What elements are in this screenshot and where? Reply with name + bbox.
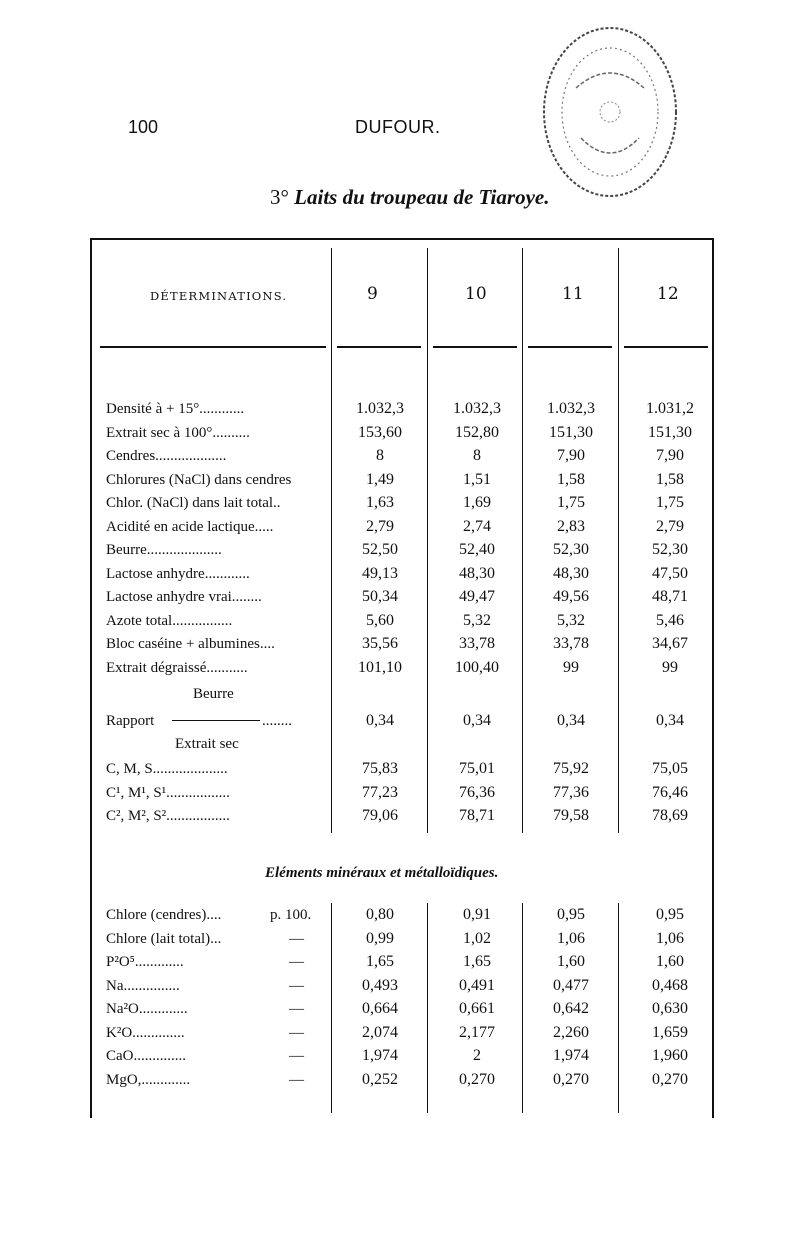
- table-cell: 0,34: [366, 712, 394, 729]
- table-cell: 0,270: [553, 1070, 589, 1088]
- row-unit: —: [289, 954, 304, 970]
- table-cell: 2,074: [362, 1023, 398, 1041]
- title-prefix: 3°: [270, 185, 289, 209]
- table-cell: 1,60: [557, 953, 585, 970]
- table-cell: 35,56: [362, 635, 398, 652]
- column-header: 11: [562, 284, 584, 304]
- table-cell: 78,69: [652, 807, 688, 824]
- table-cell: 1,06: [557, 929, 585, 947]
- row-label: K²O..............: [106, 1024, 185, 1041]
- table-cell: 33,78: [553, 635, 589, 652]
- table-row: [0, 975, 800, 997]
- table-row: [0, 1022, 800, 1044]
- header-rule: [624, 346, 708, 348]
- table-cell: 1.032,3: [547, 400, 595, 417]
- table-cell: 0,270: [459, 1070, 495, 1088]
- table-cell: 101,10: [358, 658, 402, 676]
- table-row: [0, 492, 800, 514]
- table-cell: 49,47: [459, 588, 495, 605]
- row-label: Beurre....................: [106, 542, 222, 558]
- table-cell: 100,40: [455, 658, 499, 676]
- table-cell: 151,30: [549, 423, 593, 441]
- table-row: [0, 586, 800, 608]
- table-cell: 79,58: [553, 807, 589, 824]
- table-cell: 1.031,2: [646, 400, 694, 417]
- row-label: C¹, M¹, S¹.................: [106, 784, 230, 801]
- column-header: 9: [367, 284, 378, 304]
- table-cell: 1,974: [362, 1047, 398, 1064]
- table-cell: 1,58: [557, 470, 585, 488]
- row-label: Chlore (cendres)....: [106, 907, 222, 923]
- table-cell: 52,50: [362, 541, 398, 558]
- row-unit: —: [289, 977, 304, 994]
- title-text: Laits du troupeau de Tiaroye.: [294, 185, 550, 209]
- running-head: DUFOUR.: [355, 117, 441, 137]
- table-cell: 99: [662, 658, 678, 676]
- table-cell: 76,36: [459, 783, 495, 801]
- table-cell: 5,32: [463, 611, 491, 629]
- table-cell: 1.032,3: [356, 400, 404, 417]
- table-row: [0, 928, 800, 950]
- table-cell: 0,468: [652, 976, 688, 994]
- table-row: [0, 1045, 800, 1067]
- table-cell: 2,260: [553, 1023, 589, 1041]
- table-cell: 2: [473, 1047, 481, 1064]
- section-title: Eléments minéraux et métalloïdiques.: [265, 865, 499, 881]
- row-label: Chlore (lait total)...: [106, 930, 222, 947]
- table-cell: 0,99: [366, 929, 394, 947]
- table-row: [0, 445, 800, 467]
- row-label: Extrait dégraissé...........: [106, 659, 248, 676]
- table-cell: 52,30: [553, 541, 589, 558]
- table-row: [0, 951, 800, 973]
- table-cell: 0,34: [656, 712, 684, 729]
- table-cell: 2,83: [557, 517, 585, 535]
- table-row: [0, 904, 800, 926]
- table-cell: 77,36: [553, 783, 589, 801]
- table-cell: 49,13: [362, 564, 398, 582]
- row-label: Acidité en acide lactique.....: [106, 518, 274, 535]
- table-cell: 52,30: [652, 541, 688, 558]
- table-cell: 152,80: [455, 423, 499, 441]
- table-cell: 1,75: [557, 494, 585, 511]
- table-cell: 151,30: [648, 423, 692, 441]
- table-row: [0, 998, 800, 1020]
- table-cell: 76,46: [652, 783, 688, 801]
- table-cell: 2,177: [459, 1023, 495, 1041]
- table-cell: 5,32: [557, 611, 585, 629]
- ratio-fraction-bar: [172, 720, 260, 721]
- row-label: Na²O.............: [106, 1001, 188, 1017]
- table-cell: 2,79: [366, 517, 394, 535]
- table-cell: 1,69: [463, 494, 491, 511]
- table-row: [0, 516, 800, 538]
- table-cell: 33,78: [459, 635, 495, 652]
- table-cell: 0,91: [463, 906, 491, 923]
- row-label: Azote total................: [106, 612, 233, 629]
- table-cell: 0,95: [557, 906, 585, 923]
- table-cell: 49,56: [553, 588, 589, 605]
- table-cell: 1,58: [656, 470, 684, 488]
- library-stamp: [536, 18, 684, 206]
- row-unit: —: [289, 1001, 304, 1017]
- row-label: C², M², S².................: [106, 808, 230, 824]
- table-cell: 47,50: [652, 564, 688, 582]
- table-cell: 75,01: [459, 760, 495, 777]
- table-cell: 5,60: [366, 611, 394, 629]
- table-cell: 1,75: [656, 494, 684, 511]
- table-cell: 1.032,3: [453, 400, 501, 417]
- table-row: [0, 539, 800, 561]
- table-cell: 48,71: [652, 588, 688, 605]
- table-row: [0, 805, 800, 827]
- table-cell: 0,252: [362, 1070, 398, 1088]
- table-row: [0, 422, 800, 444]
- table-cell: 99: [563, 658, 579, 676]
- table-cell: 8: [473, 447, 481, 464]
- table-cell: 2,74: [463, 517, 491, 535]
- table-cell: 0,34: [557, 712, 585, 729]
- table-cell: 52,40: [459, 541, 495, 558]
- table-cell: 75,92: [553, 760, 589, 777]
- table-cell: 1,51: [463, 470, 491, 488]
- table-cell: 7,90: [557, 447, 585, 464]
- table-row: [0, 710, 800, 732]
- row-unit: —: [289, 1024, 304, 1041]
- table-cell: 1,65: [463, 953, 491, 970]
- table-cell: 48,30: [459, 564, 495, 582]
- table-cell: 50,34: [362, 588, 398, 605]
- table-cell: 0,642: [553, 1000, 589, 1017]
- table-cell: 0,477: [553, 976, 589, 994]
- column-header-label: DÉTERMINATIONS.: [150, 289, 288, 303]
- table-cell: 34,67: [652, 635, 688, 652]
- header-rule: [100, 346, 326, 348]
- row-label: Bloc caséine + albumines....: [106, 636, 275, 652]
- table-row: [0, 563, 800, 585]
- table-cell: 1,960: [652, 1047, 688, 1064]
- table-cell: 75,05: [652, 760, 688, 777]
- row-label: Chlor. (NaCl) dans lait total..: [106, 495, 281, 511]
- table-cell: 78,71: [459, 807, 495, 824]
- table-cell: 0,34: [463, 712, 491, 729]
- table-cell: 0,630: [652, 1000, 688, 1017]
- table-row: [0, 633, 800, 655]
- row-label: Chlorures (NaCl) dans cendres: [106, 471, 292, 488]
- table-cell: 1,974: [553, 1047, 589, 1064]
- row-label: Extrait sec à 100°..........: [106, 424, 250, 441]
- row-label: Lactose anhydre vrai........: [106, 589, 262, 605]
- table-cell: 2,79: [656, 517, 684, 535]
- table-cell: 1,02: [463, 929, 491, 947]
- column-header: 10: [465, 284, 487, 304]
- table-row: [0, 657, 800, 679]
- row-label: Lactose anhydre............: [106, 565, 250, 582]
- ratio-numerator: Beurre: [193, 686, 234, 702]
- table-cell: 77,23: [362, 783, 398, 801]
- row-label: Na...............: [106, 977, 180, 994]
- table-row: [0, 469, 800, 491]
- table-cell: 1,06: [656, 929, 684, 947]
- page-number: 100: [128, 117, 159, 137]
- table-row: [0, 1069, 800, 1091]
- table-row: [0, 782, 800, 804]
- table-cell: 0,664: [362, 1000, 398, 1017]
- row-unit: —: [289, 1048, 304, 1064]
- header-rule: [337, 346, 421, 348]
- row-label: Densité à + 15°............: [106, 401, 245, 417]
- row-label: Cendres...................: [106, 448, 227, 464]
- table-cell: 0,270: [652, 1070, 688, 1088]
- table-cell: 1,60: [656, 953, 684, 970]
- table-cell: 8: [376, 447, 384, 464]
- row-unit: p. 100.: [270, 907, 312, 923]
- table-cell: 0,95: [656, 906, 684, 923]
- table-cell: 79,06: [362, 807, 398, 824]
- table-cell: 0,493: [362, 976, 398, 994]
- table-title: [270, 185, 549, 210]
- header-rule: [433, 346, 517, 348]
- ratio-dots: ........: [262, 713, 292, 729]
- row-label: C, M, S....................: [106, 761, 228, 777]
- table-cell: 1,63: [366, 494, 394, 511]
- ratio-label: Rapport: [106, 713, 155, 729]
- table-cell: 75,83: [362, 760, 398, 777]
- row-unit: —: [289, 1071, 304, 1088]
- row-label: MgO,.............: [106, 1071, 191, 1088]
- table-cell: 1,65: [366, 953, 394, 970]
- column-header: 12: [657, 284, 679, 304]
- table-cell: 0,661: [459, 1000, 495, 1017]
- table-cell: 1,659: [652, 1023, 688, 1041]
- table-cell: 0,491: [459, 976, 495, 994]
- row-label: P²O⁵.............: [106, 954, 184, 970]
- table-cell: 48,30: [553, 564, 589, 582]
- table-row: [0, 758, 800, 780]
- table-row: [0, 398, 800, 420]
- table-cell: 1,49: [366, 470, 394, 488]
- table-row: [0, 610, 800, 632]
- row-unit: —: [289, 930, 304, 947]
- table-cell: 0,80: [366, 906, 394, 923]
- ratio-denominator: Extrait sec: [175, 736, 239, 752]
- table-cell: 7,90: [656, 447, 684, 464]
- table-cell: 153,60: [358, 423, 402, 441]
- header-rule: [528, 346, 612, 348]
- table-cell: 5,46: [656, 611, 684, 629]
- row-label: CaO..............: [106, 1048, 186, 1064]
